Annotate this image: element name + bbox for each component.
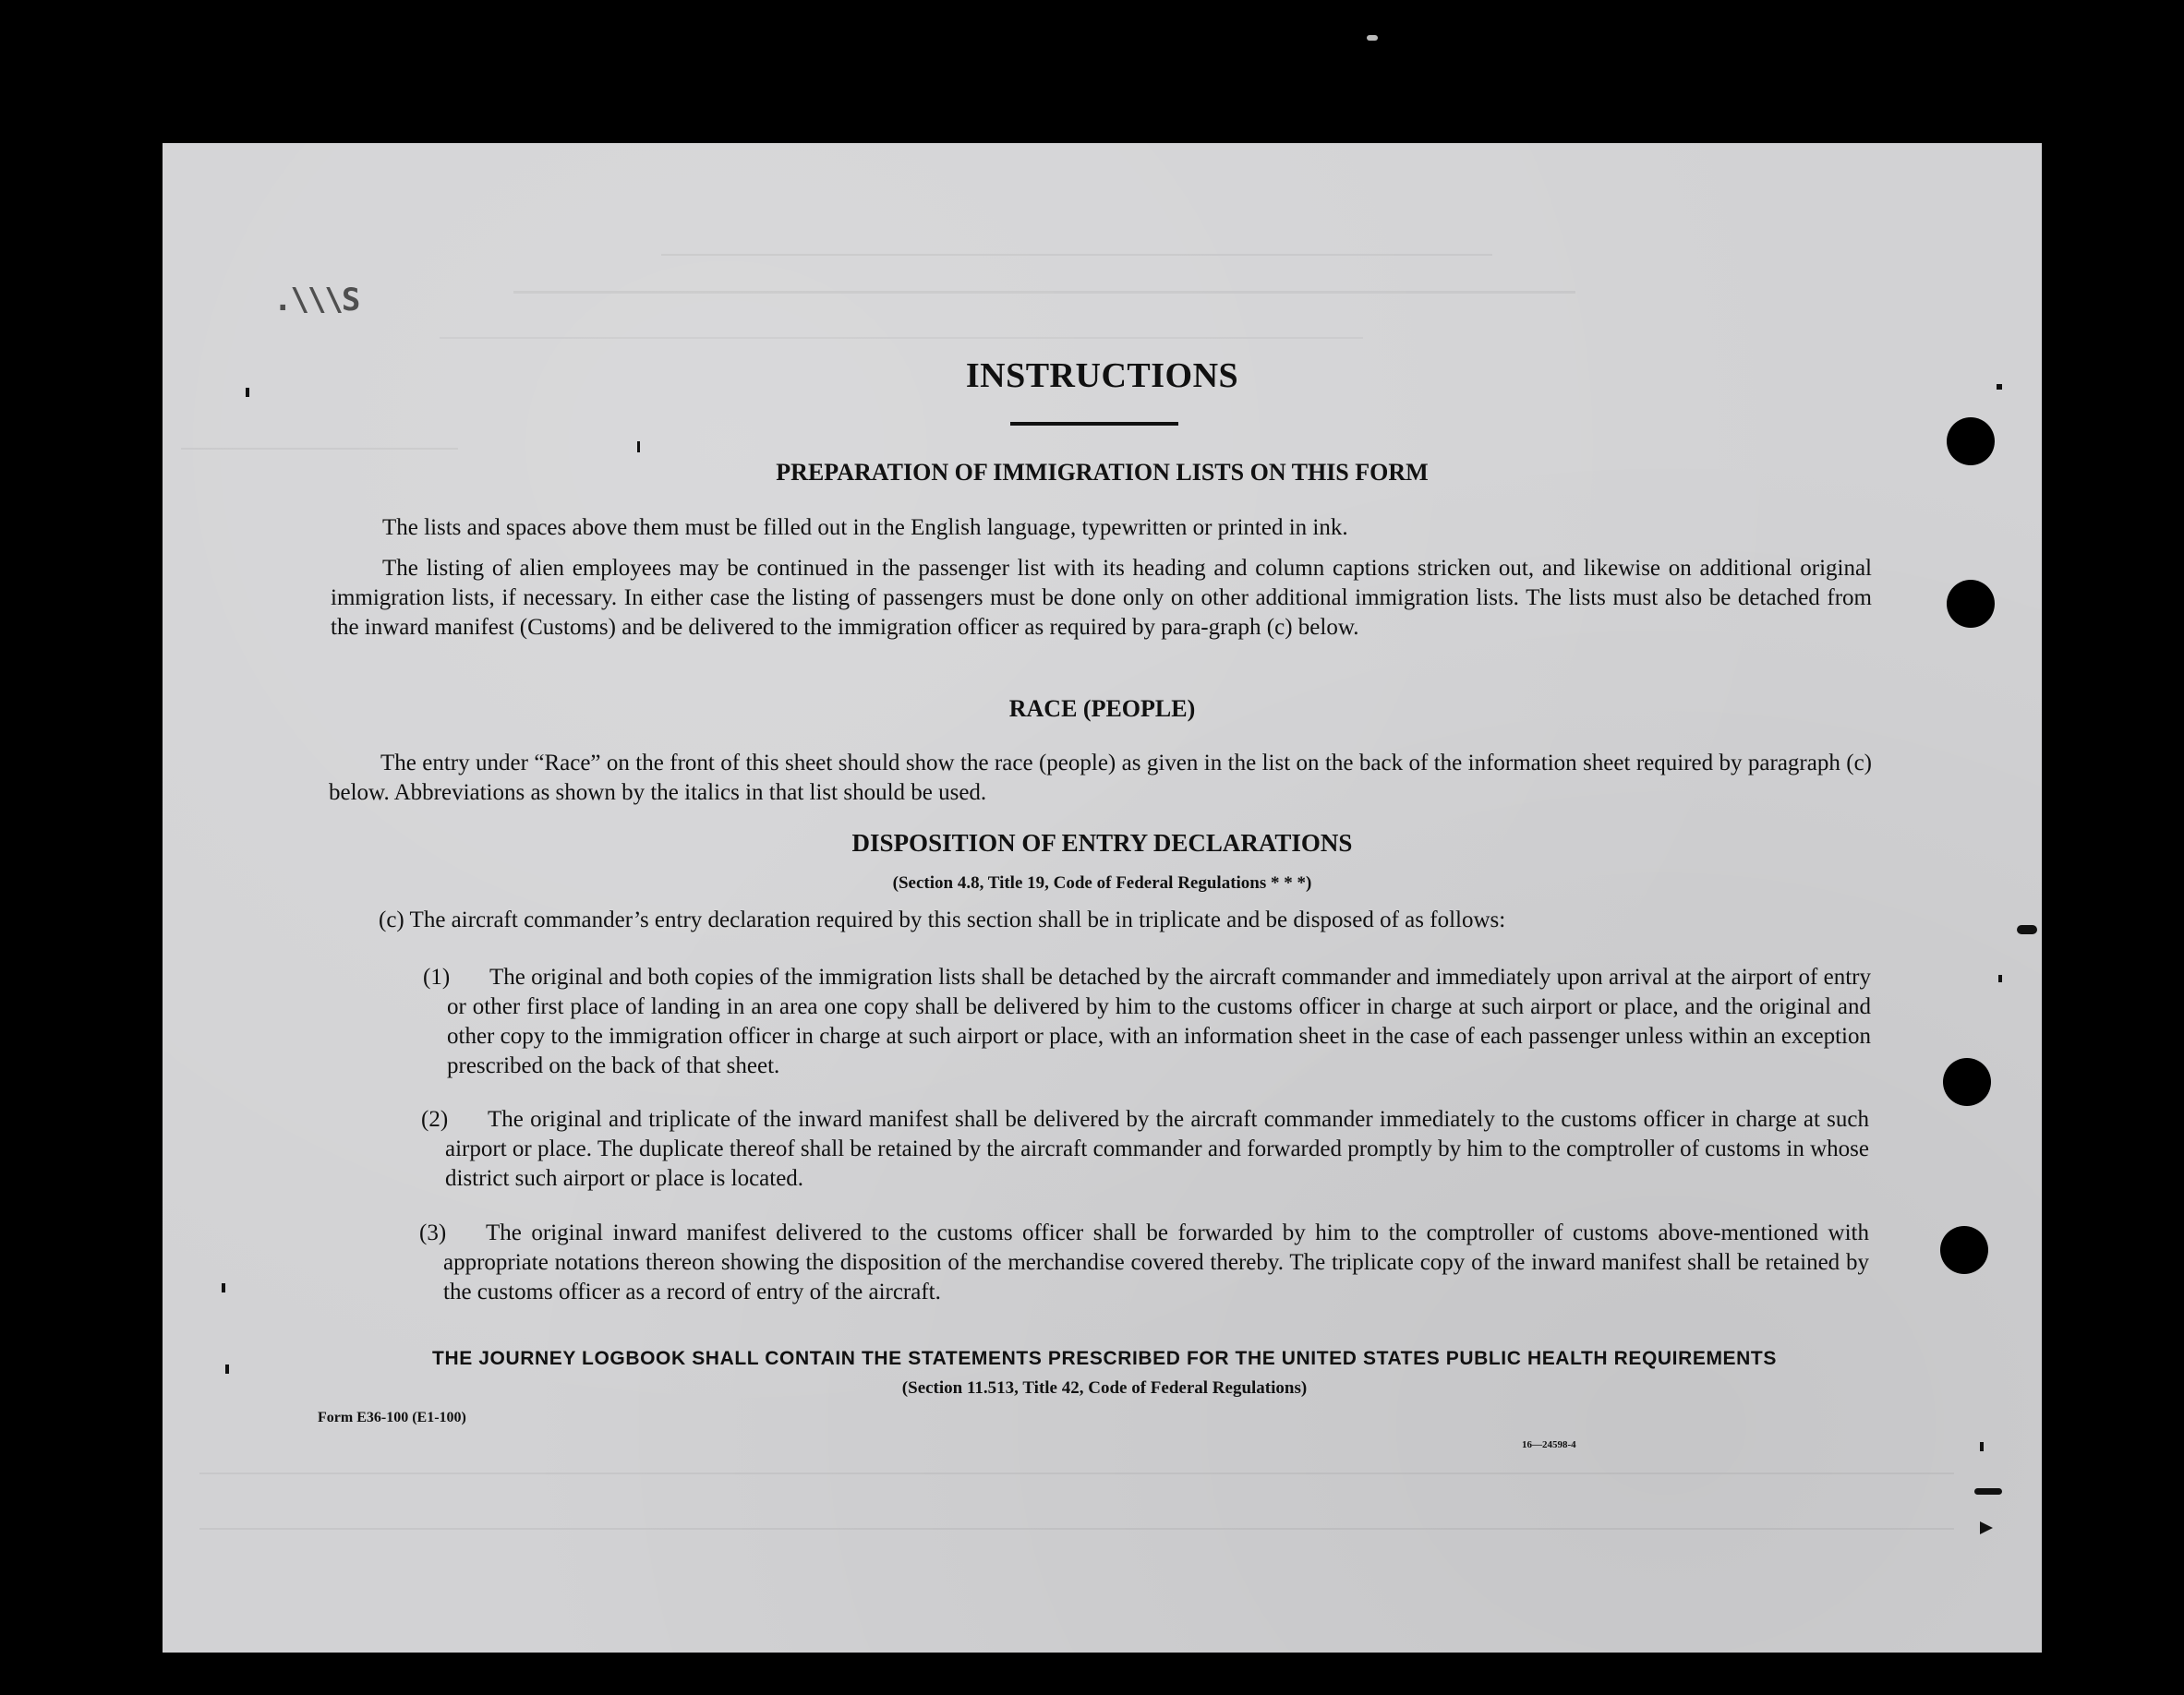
preparation-paragraph-1: The lists and spaces above them must be filled out in the English language, typewritten or printed in ink. [382,515,1348,540]
item-text-content: The original and both copies of the immigration lists shall be detached by the aircraft commander and immediately upon arrival at the airport of entry or other first place of landing in an area one copy shall be delivered by him to the customs officer in charge at such airport or place, and the original and other copy to the immigration officer in charge at such airport or place, with an information sheet in the case of each passenger unless within an exception prescribed on the back of that sheet. [447,965,1871,1078]
disposition-heading: DISPOSITION OF ENTRY DECLARATIONS [851,829,1353,857]
item-text-content: The original inward manifest delivered to the customs officer shall be forwarded by him to the comptroller of customs above-mentioned with appropriate notations thereon showing the disposition of the merchandise covered thereby. The triplicate copy of the inward manifest shall be retained by the customs officer as a record of entry of the aircraft. [443,1220,1869,1304]
form-number: Form E36-100 (E1-100) [318,1410,466,1425]
preparation-heading: PREPARATION OF IMMIGRATION LISTS ON THIS FORM [776,459,1429,486]
item-number: (1) [423,965,451,990]
page-title: INSTRUCTIONS [965,356,1239,395]
preparation-paragraph-2: The listing of alien employees may be continued in the passenger list with its heading and column captions stricken out, and likewise on additional original immigration lists, if necessary. In either case the listing of passengers must be done only on other additional immigration lists. The lists must also be detached from the inward manifest (Customs) and be delivered to the immigration officer as required by para-graph (c) below. [331,556,1872,640]
health-requirements-citation: (Section 11.513, Title 42, Code of Federal Regulations) [901,1378,1308,1398]
stamp-mark: .\\\S [273,282,359,319]
race-heading: RACE (PEOPLE) [1008,695,1196,722]
item-text [419,1219,1869,1307]
disposition-item-1 [423,963,1871,1081]
item-number: (2) [421,1107,449,1132]
item-number: (3) [419,1220,447,1245]
item-text-content: The original and triplicate of the inward manifest shall be delivered by the aircraft commander immediately to the customs officer in charge at such airport or place. The duplicate thereof shall be retained by the aircraft commander and forwarded promptly by him to the comptroller of customs in whose district such airport or place is located. [445,1107,1869,1191]
speck-mark [1367,35,1378,41]
race-paragraph: The entry under “Race” on the front of this sheet should show the race (people) as given in the list on the back of the information sheet required by paragraph (c) below. Abbreviations as shown by the italics in that list should be used. [329,751,1872,805]
disposition-item-3 [419,1219,1869,1307]
item-text [421,1105,1869,1194]
disposition-item-2 [421,1105,1869,1194]
disposition-intro: (c) The aircraft commander’s entry declaration required by this section shall be in triplicate and be disposed of as follows: [379,908,1506,932]
disposition-citation: (Section 4.8, Title 19, Code of Federal Regulations * * *) [892,873,1312,893]
title-underline [1010,422,1178,426]
item-text [423,963,1871,1081]
health-requirements-statement: THE JOURNEY LOGBOOK SHALL CONTAIN THE STATEMENTS PRESCRIBED FOR THE UNITED STATES PUBLIC HEALTH REQUIREMENTS [432,1348,1777,1369]
print-code: 16—24598-4 [1522,1439,1576,1450]
document-content [163,143,2042,1653]
